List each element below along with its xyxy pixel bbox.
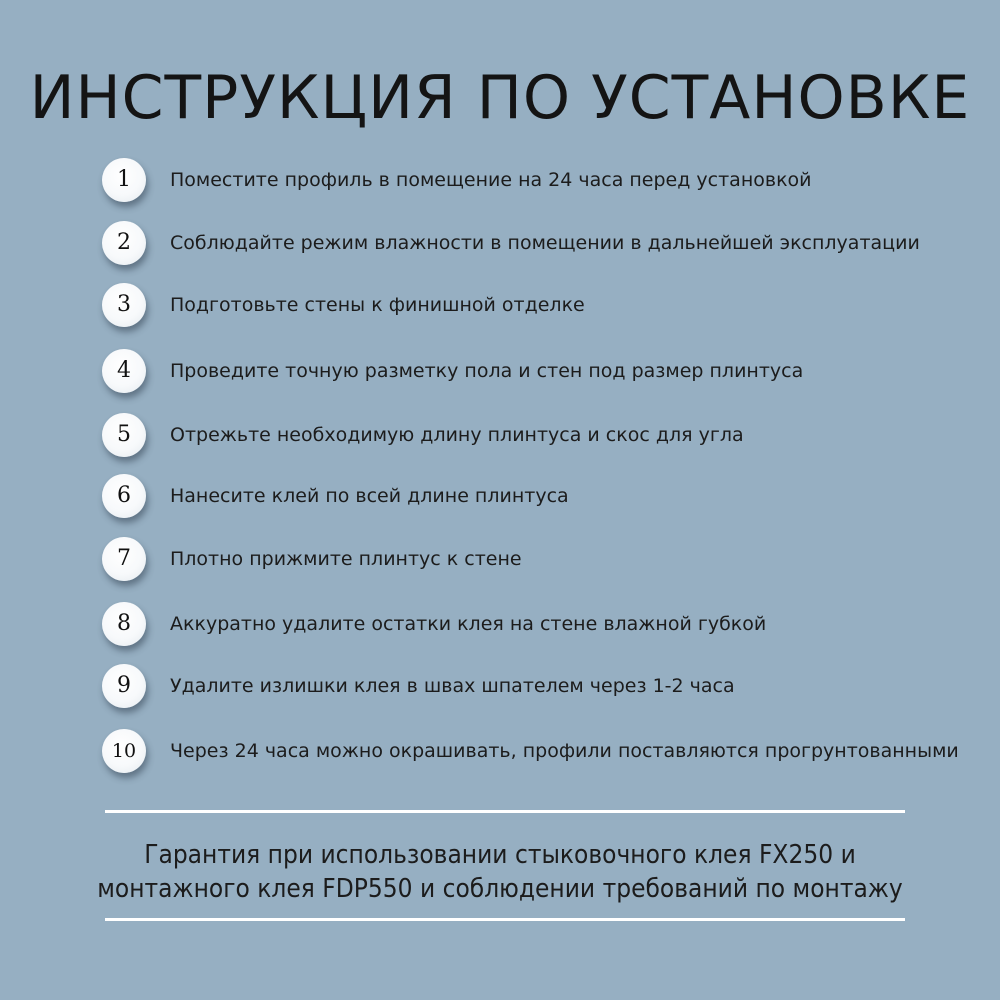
step-text: Поместите профиль в помещение на 24 часа перед установкой	[170, 169, 812, 191]
step-number-badge: 9	[102, 664, 146, 708]
warranty-note	[50, 838, 950, 906]
step-text: Отрежьте необходимую длину плинтуса и скос для угла	[170, 424, 744, 446]
step-number-badge: 6	[102, 474, 146, 518]
warranty-note-line: Гарантия при использовании стыковочного клея FX250 и	[144, 840, 856, 870]
step-text: Подготовьте стены к финишной отделке	[170, 294, 585, 316]
step-item-1	[102, 158, 982, 208]
step-number-badge: 7	[102, 537, 146, 581]
step-item-10	[102, 729, 982, 779]
step-item-8	[102, 602, 982, 652]
step-item-9	[102, 664, 982, 714]
page-title: ИНСТРУКЦИЯ ПО УСТАНОВКЕ	[29, 63, 971, 133]
step-item-4	[102, 349, 982, 399]
warranty-note-line: монтажного клея FDP550 и соблюдении требований по монтажу	[97, 874, 903, 904]
step-number-badge: 3	[102, 283, 146, 327]
step-item-5	[102, 413, 982, 463]
step-text: Через 24 часа можно окрашивать, профили поставляются прогрунтованными	[170, 740, 959, 762]
step-item-3	[102, 283, 982, 333]
step-number-badge: 1	[102, 158, 146, 202]
step-text: Удалите излишки клея в швах шпателем через 1-2 часа	[170, 675, 735, 697]
step-item-7	[102, 537, 982, 587]
step-item-2	[102, 221, 982, 271]
step-text: Проведите точную разметку пола и стен под размер плинтуса	[170, 360, 804, 382]
divider-bottom	[105, 918, 905, 921]
step-item-6	[102, 474, 982, 524]
step-text: Соблюдайте режим влажности в помещении в дальнейшей эксплуатации	[170, 232, 920, 254]
step-text: Аккуратно удалите остатки клея на стене влажной губкой	[170, 613, 767, 635]
step-text: Нанесите клей по всей длине плинтуса	[170, 485, 569, 507]
step-number-badge: 8	[102, 602, 146, 646]
step-number-badge: 5	[102, 413, 146, 457]
divider-top	[105, 810, 905, 813]
step-text: Плотно прижмите плинтус к стене	[170, 548, 522, 570]
step-number-badge: 10	[102, 729, 146, 773]
step-number-badge: 2	[102, 221, 146, 265]
step-number-badge: 4	[102, 349, 146, 393]
